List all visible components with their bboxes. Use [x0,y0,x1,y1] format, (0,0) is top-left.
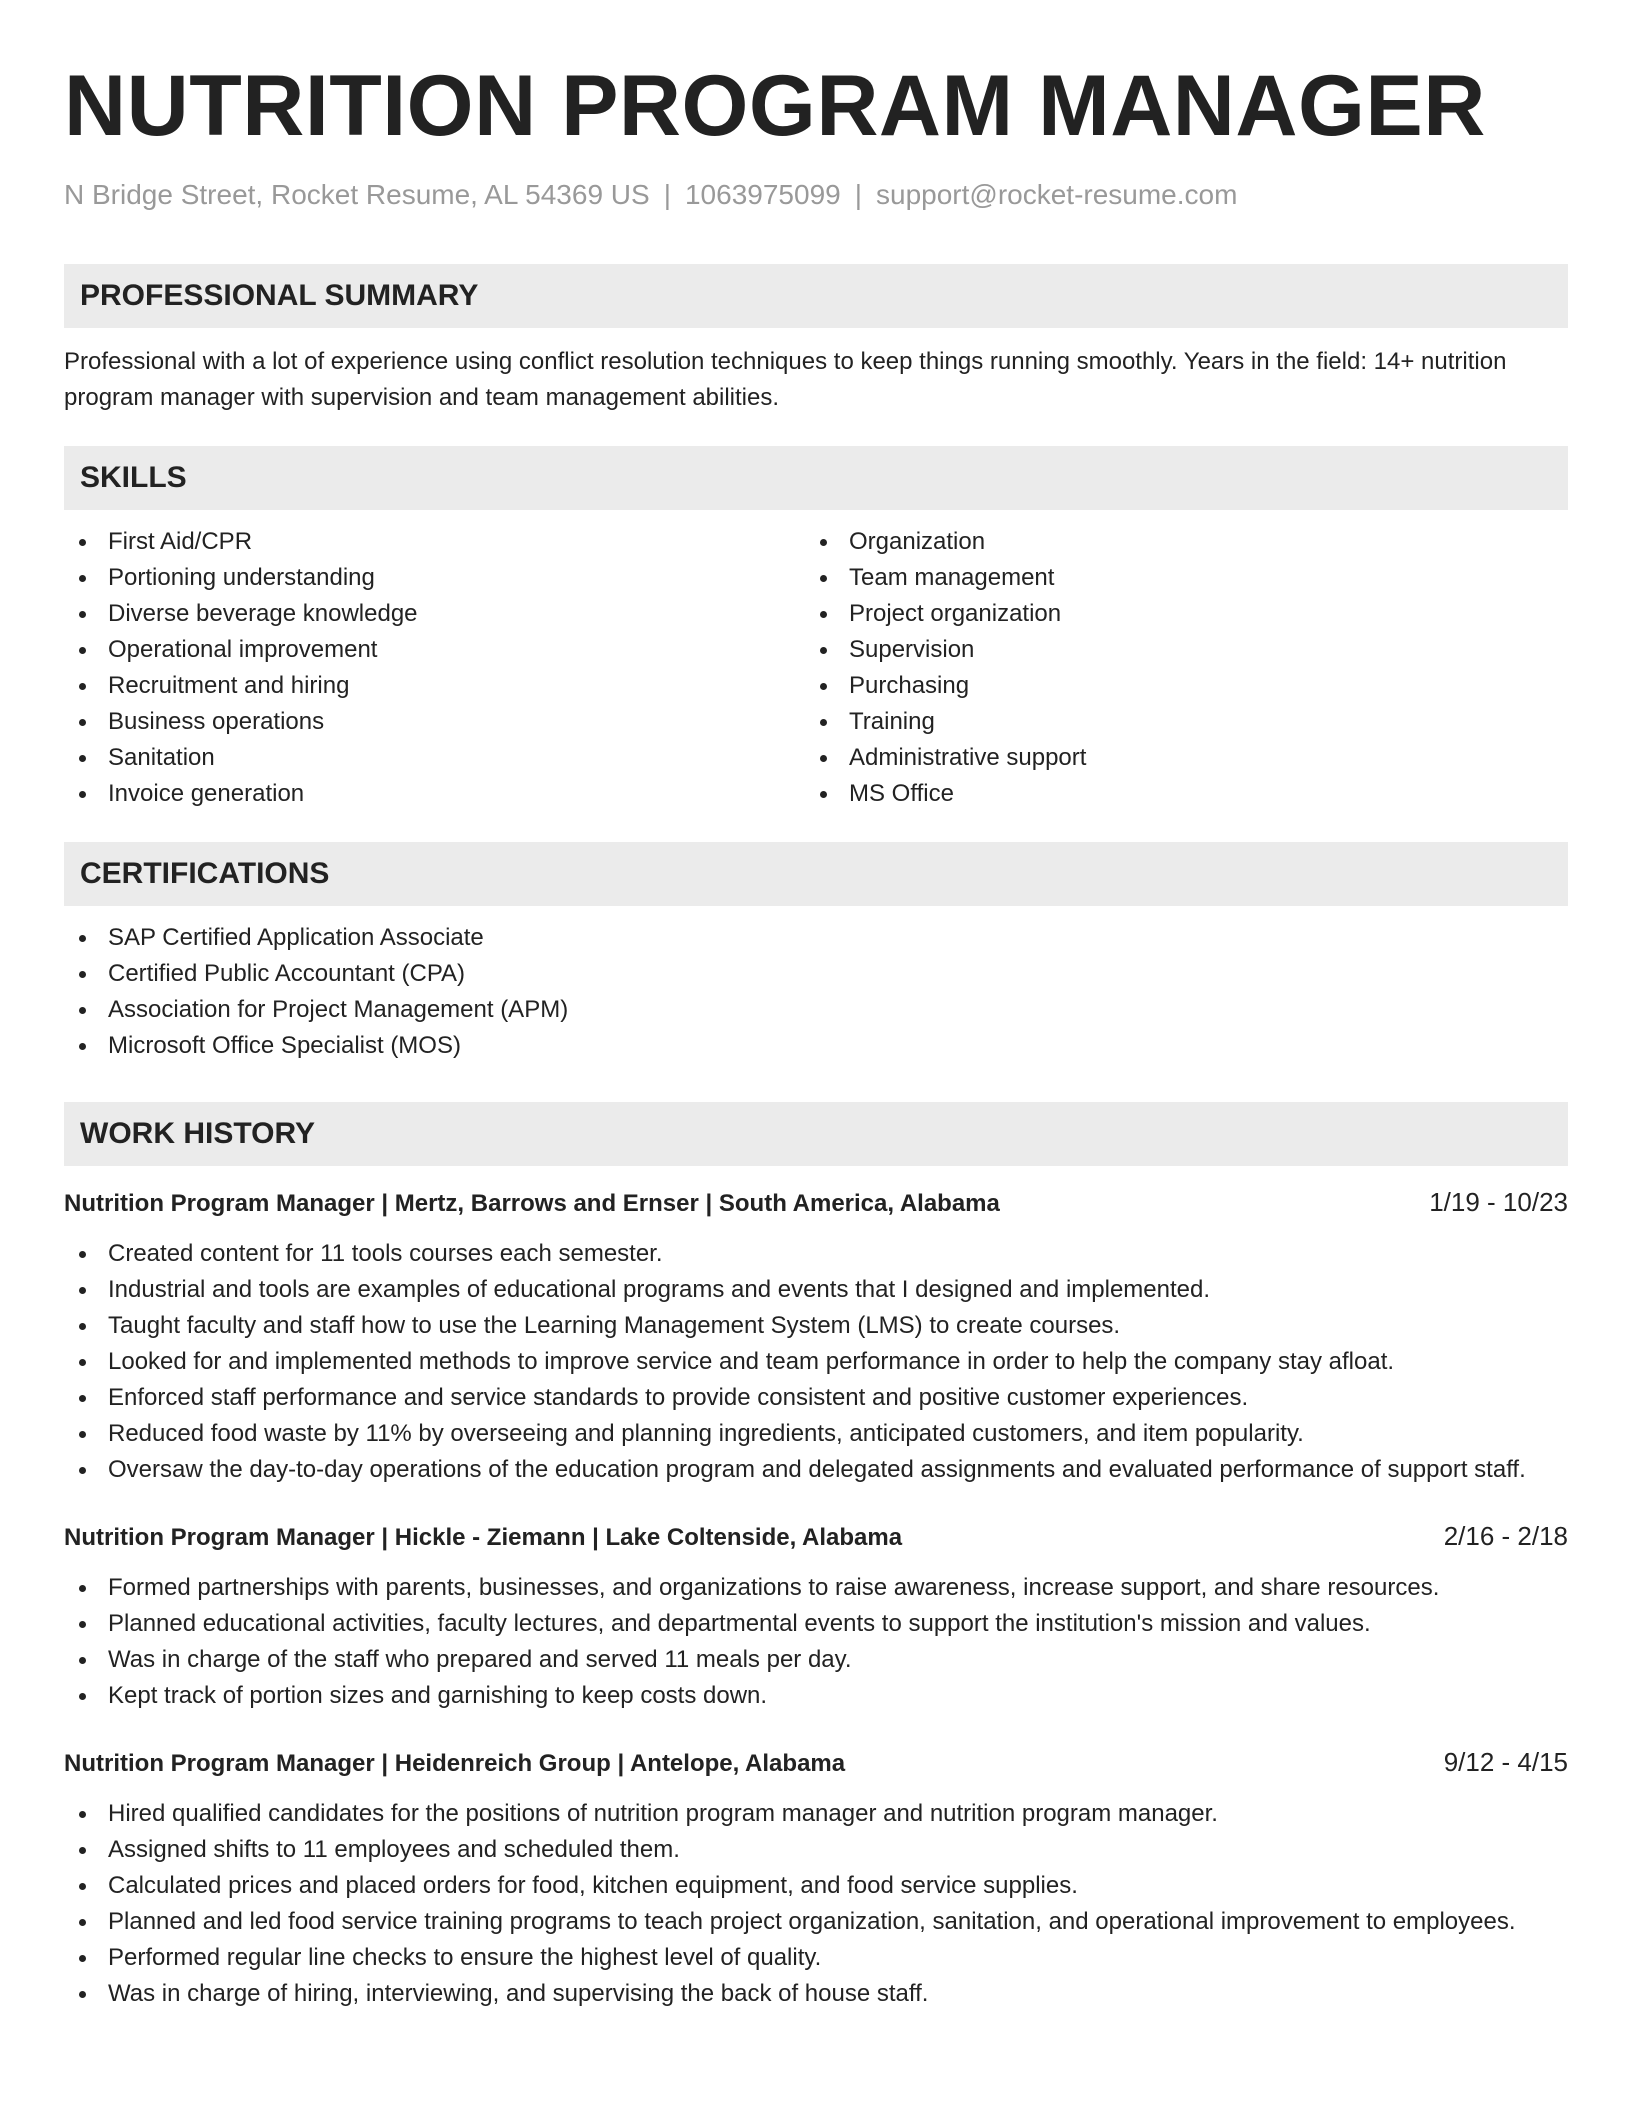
list-item: Formed partnerships with parents, businesses, and organizations to raise awareness, increase support, and share resources. [64,1570,1568,1606]
list-item: Sanitation [64,740,805,776]
job-dates: 9/12 - 4/15 [1443,1747,1568,1777]
contact-separator: | [663,179,671,210]
list-item: Diverse beverage knowledge [64,596,805,632]
job-bullet-list [64,1236,1568,1488]
list-item: Hired qualified candidates for the positions of nutrition program manager and nutrition program manager. [64,1796,1568,1832]
list-item: Calculated prices and placed orders for food, kitchen equipment, and food service supplies. [64,1868,1568,1904]
job-entry [64,1518,1568,1714]
list-item: Invoice generation [64,776,805,812]
job-title: Nutrition Program Manager | Hickle - Ziemann | Lake Coltenside, Alabama [64,1524,903,1551]
certifications-list [64,920,1568,1064]
job-header [64,1184,1568,1222]
list-item: Assigned shifts to 11 employees and scheduled them. [64,1832,1568,1868]
list-item: Team management [805,560,1546,596]
summary-text: Professional with a lot of experience using conflict resolution techniques to keep things running smoothly. Years in the field: 14+ nutrition program manager with supervision and team management abilities. [64,348,1507,411]
list-item: Looked for and implemented methods to improve service and team performance in order to help the company stay afloat. [64,1344,1568,1380]
list-item: First Aid/CPR [64,524,805,560]
contact-line [64,178,1568,212]
list-item: Project organization [805,596,1546,632]
list-item: Portioning understanding [64,560,805,596]
list-item: Created content for 11 tools courses each semester. [64,1236,1568,1272]
job-header [64,1744,1568,1782]
contact-email: support@rocket-resume.com [876,179,1238,210]
section-heading-summary: PROFESSIONAL SUMMARY [64,264,1568,328]
list-item: Training [805,704,1546,740]
list-item: Kept track of portion sizes and garnishing to keep costs down. [64,1678,1568,1714]
list-item: Oversaw the day-to-day operations of the education program and delegated assignments and evaluated performance of support staff. [64,1452,1568,1488]
list-item: Administrative support [805,740,1546,776]
list-item: Was in charge of hiring, interviewing, and supervising the back of house staff. [64,1976,1568,2012]
list-item: Planned educational activities, faculty lectures, and departmental events to support the institution's mission and values. [64,1606,1568,1642]
job-dates: 2/16 - 2/18 [1443,1521,1568,1551]
list-item: Business operations [64,704,805,740]
resume-name: NUTRITION PROGRAM MANAGER [64,58,1486,154]
job-entry [64,1744,1568,2012]
list-item: Recruitment and hiring [64,668,805,704]
list-item: Was in charge of the staff who prepared and served 11 meals per day. [64,1642,1568,1678]
list-item: Industrial and tools are examples of educational programs and events that I designed and implemented. [64,1272,1568,1308]
section-heading-certifications: CERTIFICATIONS [64,842,1568,906]
job-title: Nutrition Program Manager | Heidenreich Group | Antelope, Alabama [64,1750,846,1777]
list-item: Organization [805,524,1546,560]
skills-columns [64,524,1568,812]
list-item: Association for Project Management (APM) [64,992,1568,1028]
list-item: Certified Public Accountant (CPA) [64,956,1568,992]
section-heading-skills: SKILLS [64,446,1568,510]
list-item: Enforced staff performance and service standards to provide consistent and positive customer experiences. [64,1380,1568,1416]
list-item: Taught faculty and staff how to use the Learning Management System (LMS) to create courses. [64,1308,1568,1344]
job-dates: 1/19 - 10/23 [1429,1187,1568,1217]
list-item: Supervision [805,632,1546,668]
list-item: Performed regular line checks to ensure the highest level of quality. [64,1940,1568,1976]
list-item: Purchasing [805,668,1546,704]
skills-list-right [805,524,1546,812]
job-bullet-list [64,1796,1568,2012]
job-entry [64,1184,1568,1488]
contact-phone: 1063975099 [684,179,841,210]
section-heading-work-history: WORK HISTORY [64,1102,1568,1166]
list-item: SAP Certified Application Associate [64,920,1568,956]
list-item: Planned and led food service training programs to teach project organization, sanitation, and operational improvement to employees. [64,1904,1568,1940]
list-item: Operational improvement [64,632,805,668]
job-bullet-list [64,1570,1568,1714]
list-item: Microsoft Office Specialist (MOS) [64,1028,1568,1064]
job-title: Nutrition Program Manager | Mertz, Barrows and Ernser | South America, Alabama [64,1190,1000,1217]
skills-list-left [64,524,805,812]
job-header [64,1518,1568,1556]
list-item: Reduced food waste by 11% by overseeing and planning ingredients, anticipated customers, and item popularity. [64,1416,1568,1452]
list-item: MS Office [805,776,1546,812]
contact-address: N Bridge Street, Rocket Resume, AL 54369 US [64,179,650,210]
contact-separator: | [854,179,862,210]
